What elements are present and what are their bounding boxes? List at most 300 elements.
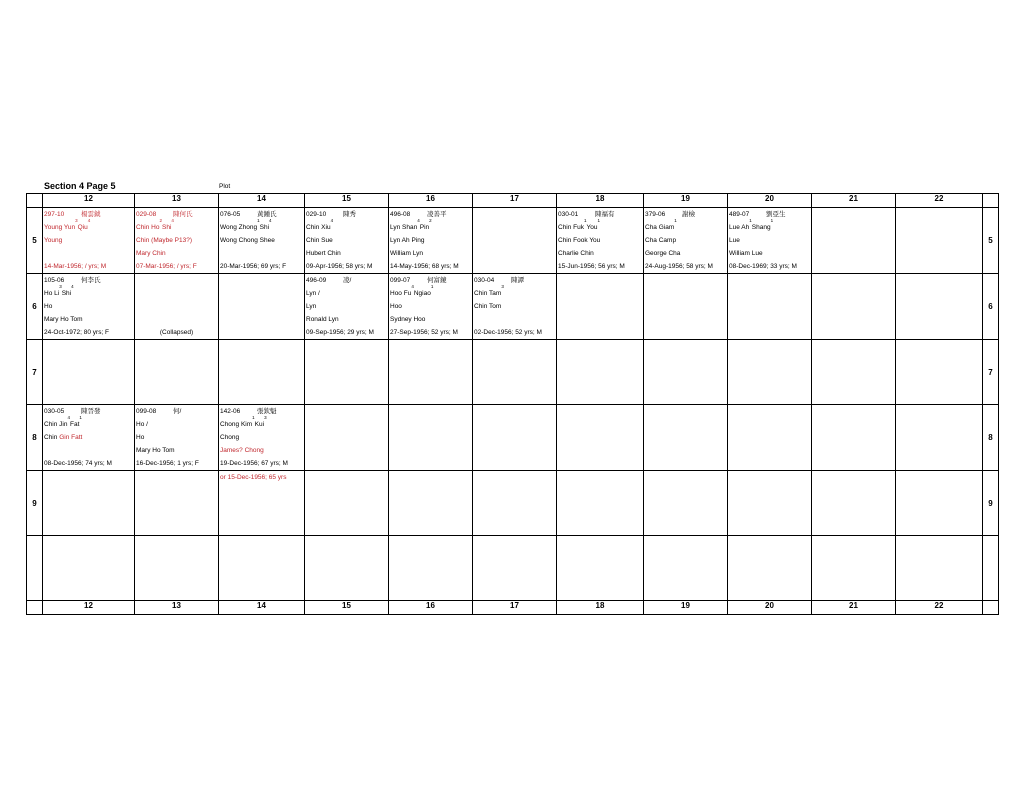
english-name-line	[729, 247, 811, 260]
death-date: 08-Dec-1956; 74 yrs; M	[44, 460, 112, 467]
romanized-name: Ho /	[136, 421, 148, 428]
english-name-line	[136, 247, 218, 260]
chinese-name: 劉亞生	[766, 211, 786, 218]
plot-cell	[644, 208, 728, 274]
row-label-right: 7	[983, 340, 999, 405]
death-date-line	[390, 326, 472, 339]
plot-cell	[644, 405, 728, 471]
surname-line	[474, 300, 556, 313]
plot-number: 029-10	[306, 211, 327, 218]
plot-cell	[812, 208, 896, 274]
plot-cell	[43, 536, 135, 601]
plot-cell	[896, 340, 983, 405]
surname-line	[390, 234, 472, 247]
romanized-name: Young Yun	[44, 224, 76, 231]
tone-mark: 2	[159, 218, 162, 223]
plot-cell	[389, 274, 473, 340]
plot-cell	[305, 340, 389, 405]
english-name: Mary Ho Tom	[44, 316, 83, 323]
romanized-name-line	[44, 284, 134, 300]
plot-cell	[896, 536, 983, 601]
plot-cell	[219, 536, 305, 601]
plot-cell	[557, 208, 644, 274]
tone-mark: 1	[674, 218, 677, 223]
romanized-name-line	[136, 218, 218, 234]
death-date-line	[306, 326, 388, 339]
plot-number: 105-06	[44, 277, 65, 284]
chinese-name: 凌/	[343, 277, 352, 284]
tone-mark: 3	[59, 284, 62, 289]
plot-cell	[473, 274, 557, 340]
column-header: 17	[473, 194, 557, 208]
plot-cell	[896, 274, 983, 340]
romanized-name-part: Pin	[419, 224, 430, 231]
surname: Chong	[220, 434, 240, 441]
plot-cell	[728, 340, 812, 405]
surname: Lyn	[306, 303, 317, 310]
death-date-line	[558, 260, 643, 273]
surname-line	[220, 431, 304, 444]
english-name-line	[306, 247, 388, 260]
plot-number: 297-10	[44, 211, 65, 218]
grave-entry	[728, 208, 811, 273]
death-date: 09-Sep-1956; 29 yrs; M	[306, 329, 374, 336]
row-label-right	[983, 536, 999, 601]
surname-line	[306, 300, 388, 313]
surname: Ho	[136, 434, 145, 441]
plot-cell	[389, 471, 473, 536]
plot-cell	[812, 471, 896, 536]
death-date-line	[220, 457, 304, 470]
tone-mark: 4	[171, 218, 174, 223]
romanized-name: Lyn Shan	[390, 224, 418, 231]
grid-row	[27, 405, 999, 471]
surname-line	[645, 234, 727, 247]
plot-cell	[305, 208, 389, 274]
entry-id-line	[558, 208, 643, 221]
row-label: 8	[27, 405, 43, 471]
surname: Cha Camp	[645, 237, 677, 244]
column-header: 18	[557, 194, 644, 208]
plot-cell	[43, 340, 135, 405]
entry-id-line	[44, 405, 134, 418]
plot-cell	[389, 340, 473, 405]
grave-entry	[43, 274, 134, 339]
plot-cell	[728, 208, 812, 274]
romanized-name-part: Shang	[751, 224, 771, 231]
death-date: 24-Aug-1956; 58 yrs; M	[645, 263, 713, 270]
romanized-name: Chin Xiu	[306, 224, 331, 231]
chinese-name: 陳何氏	[173, 211, 193, 218]
english-name-line	[220, 444, 304, 457]
tone-mark: 4	[417, 218, 420, 223]
plot-number: 030-05	[44, 408, 65, 415]
romanized-name-line	[220, 218, 304, 234]
surname: Chin Fook You	[558, 237, 601, 244]
romanized-name-line	[44, 415, 134, 431]
english-name-line	[44, 444, 134, 457]
plot-cell	[557, 274, 644, 340]
chinese-name: 何李氏	[81, 277, 101, 284]
plot-cell	[219, 208, 305, 274]
plot-number: 076-05	[220, 211, 241, 218]
death-date-line	[645, 260, 727, 273]
english-name: Mary Ho Tom	[136, 447, 175, 454]
row-label-right: 6	[983, 274, 999, 340]
romanized-name: Chin Fuk	[558, 224, 585, 231]
romanized-name: Chin Ho	[136, 224, 160, 231]
plot-cell	[305, 274, 389, 340]
column-header: 14	[219, 194, 305, 208]
plot-cell	[473, 340, 557, 405]
entry-id-line	[220, 405, 304, 418]
plot-number: 029-08	[136, 211, 157, 218]
surname: Wong Chong Shee	[220, 237, 275, 244]
grid-row	[27, 471, 999, 536]
death-date-line	[729, 260, 811, 273]
tone-mark: 3	[75, 218, 78, 223]
grave-entry	[43, 208, 134, 273]
death-date-line	[44, 260, 134, 273]
grid-row	[27, 208, 999, 274]
plot-cell	[557, 471, 644, 536]
plot-cell	[135, 208, 219, 274]
plot-cell	[896, 405, 983, 471]
tone-mark: 4	[71, 284, 74, 289]
column-header-row	[27, 194, 999, 208]
surname-line	[390, 300, 472, 313]
plot-number: 489-07	[729, 211, 750, 218]
grave-entry	[473, 274, 556, 339]
romanized-name-line	[44, 218, 134, 234]
chinese-name: 黃鍾氏	[257, 211, 277, 218]
column-header: 22	[896, 601, 983, 615]
english-name-line	[44, 313, 134, 326]
romanized-name-line	[645, 218, 727, 234]
english-name: James? Chong	[220, 447, 264, 454]
english-name-line	[558, 247, 643, 260]
english-name: George Cha	[645, 250, 681, 257]
plot-cell	[473, 471, 557, 536]
column-header: 16	[389, 194, 473, 208]
tone-mark: 3	[264, 415, 267, 420]
romanized-name-line	[136, 418, 218, 431]
surname: Chin Sue	[306, 237, 333, 244]
grid-row	[27, 274, 999, 340]
corner-cell	[983, 601, 999, 615]
column-header: 14	[219, 601, 305, 615]
plot-cell	[135, 471, 219, 536]
english-name: Hubert Chin	[306, 250, 341, 257]
death-date-line	[474, 326, 556, 339]
entry-id-line	[306, 274, 388, 287]
plot-cell	[896, 471, 983, 536]
grave-entry	[219, 405, 304, 470]
death-date-line	[44, 457, 134, 470]
column-header: 17	[473, 601, 557, 615]
romanized-name-line	[220, 415, 304, 431]
tone-mark: 1	[252, 415, 255, 420]
grave-entry	[389, 208, 472, 273]
column-header: 21	[812, 194, 896, 208]
column-header: 16	[389, 601, 473, 615]
death-date-line	[44, 326, 134, 339]
romanized-name: Lue Ah	[729, 224, 750, 231]
romanized-name: Ho Li	[44, 290, 60, 297]
surname: Young	[44, 237, 63, 244]
romanized-name-part: You	[586, 224, 598, 231]
plot-cell	[305, 536, 389, 601]
death-date: 15-Jun-1956; 56 yrs; M	[558, 263, 625, 270]
entry-id-line	[44, 274, 134, 287]
chinese-name: 楊雲鉞	[81, 211, 101, 218]
plot-cell	[728, 405, 812, 471]
tone-mark: 4	[411, 284, 414, 289]
plot-cell	[305, 471, 389, 536]
romanized-name: Wong Zhong	[220, 224, 258, 231]
plot-cell	[557, 340, 644, 405]
plot-cell	[728, 536, 812, 601]
romanized-name-part: Fat	[70, 421, 80, 428]
corner-cell	[27, 194, 43, 208]
english-name: William Lyn	[390, 250, 423, 257]
romanized-name-line	[306, 218, 388, 234]
tone-mark: 1	[749, 218, 752, 223]
death-date: 19-Dec-1956; 67 yrs; M	[220, 460, 288, 467]
death-date: 07-Mar-1956; / yrs; F	[136, 263, 197, 270]
grid-row	[27, 340, 999, 405]
romanized-name: Lyn /	[306, 290, 320, 297]
tone-mark: 1	[430, 284, 434, 289]
plot-cell	[43, 471, 135, 536]
grave-entry	[135, 208, 218, 273]
grid-row	[27, 536, 999, 601]
surname-line	[44, 431, 134, 444]
plot-cell	[43, 405, 135, 471]
plot-cell	[389, 208, 473, 274]
column-header: 13	[135, 601, 219, 615]
chinese-name: 何富鏡	[427, 277, 447, 284]
tone-mark: 4	[269, 218, 272, 223]
row-label: 6	[27, 274, 43, 340]
tone-mark: 1	[597, 218, 601, 223]
romanized-name-part: Shi	[259, 224, 270, 231]
plot-cell	[135, 274, 219, 340]
tone-mark: 1	[584, 218, 587, 223]
english-name-line	[645, 247, 727, 260]
plot-cell	[389, 536, 473, 601]
surname-line	[136, 234, 218, 247]
plot-cell	[305, 405, 389, 471]
row-label: 5	[27, 208, 43, 274]
english-name: Mary Chin	[136, 250, 166, 257]
death-date: 08-Dec-1969; 33 yrs; M	[729, 263, 797, 270]
corner-cell	[983, 194, 999, 208]
column-header: 21	[812, 601, 896, 615]
row-label: 7	[27, 340, 43, 405]
death-date-line	[390, 260, 472, 273]
plot-number: 099-07	[390, 277, 411, 284]
romanized-name-part: Qiu	[77, 224, 88, 231]
plot-cell	[644, 274, 728, 340]
surname: Chin Tom	[474, 303, 502, 310]
romanized-name-line	[729, 218, 811, 234]
plot-cell	[896, 208, 983, 274]
plot-number: 379-06	[645, 211, 666, 218]
romanized-name-line	[474, 284, 556, 300]
english-name: Sydney Hoo	[390, 316, 426, 323]
surname: Chin (Maybe P13?)	[136, 237, 192, 244]
plot-number: 496-08	[390, 211, 411, 218]
tone-mark: 4	[330, 218, 334, 223]
plot-cell	[389, 405, 473, 471]
row-label-right: 5	[983, 208, 999, 274]
english-name-line	[390, 313, 472, 326]
chinese-name: 凌善平	[427, 211, 447, 218]
grave-entry	[135, 274, 218, 338]
plot-cell	[135, 405, 219, 471]
plot-cell	[812, 340, 896, 405]
surname-line	[44, 300, 134, 313]
row-label-right: 9	[983, 471, 999, 536]
plot-cell	[219, 340, 305, 405]
death-date: 27-Sep-1956; 52 yrs; M	[390, 329, 458, 336]
entry-id-line	[306, 208, 388, 221]
english-name-line	[474, 313, 556, 326]
grave-entry	[135, 405, 218, 470]
plot-number: 030-04	[474, 277, 495, 284]
grave-entry	[389, 274, 472, 339]
column-header: 19	[644, 194, 728, 208]
tone-mark: 2	[429, 218, 432, 223]
collapsed-note: (Collapsed)	[159, 329, 194, 336]
surname-line	[44, 234, 134, 247]
tone-mark: 4	[87, 218, 91, 223]
entry-id-line	[136, 405, 218, 418]
grave-entry	[305, 274, 388, 339]
plot-cell	[812, 405, 896, 471]
surname-line	[136, 431, 218, 444]
surname: Hoo	[390, 303, 402, 310]
plot-cell	[43, 208, 135, 274]
surname: Lue	[729, 237, 740, 244]
death-date-line	[136, 457, 218, 470]
tone-mark: 1	[770, 218, 774, 223]
plot-cell	[557, 405, 644, 471]
english-name-line	[44, 247, 134, 260]
plot-cell	[473, 405, 557, 471]
death-date-line	[306, 260, 388, 273]
column-header: 13	[135, 194, 219, 208]
tone-mark: 1	[257, 218, 260, 223]
death-date: 14-Mar-1956; / yrs; M	[44, 263, 107, 270]
plot-cell	[812, 536, 896, 601]
plot-label: Plot	[219, 183, 231, 190]
grave-entry	[644, 208, 727, 273]
surname-line	[729, 234, 811, 247]
surname-line	[220, 234, 304, 247]
english-name: William Lue	[729, 250, 763, 257]
plot-number: 142-06	[220, 408, 241, 415]
column-header: 15	[305, 601, 389, 615]
surname: Lyn Ah Ping	[390, 237, 425, 244]
romanized-name-part: Ngiao	[413, 290, 431, 297]
plot-cell	[135, 340, 219, 405]
plot-number: 496-09	[306, 277, 327, 284]
row-label	[27, 536, 43, 601]
death-date: 14-May-1956; 68 yrs; M	[390, 263, 459, 270]
entry-id-line	[220, 208, 304, 221]
entry-id-line	[136, 208, 218, 221]
romanized-name-line	[390, 218, 472, 234]
english-name-line	[220, 247, 304, 260]
corner-cell	[27, 601, 43, 615]
death-date: 09-Apr-1956; 58 yrs; M	[306, 263, 373, 270]
romanized-name-line	[306, 287, 388, 300]
chinese-name: 陳譚	[511, 277, 524, 284]
column-header: 20	[728, 194, 812, 208]
column-footer-row	[27, 601, 999, 615]
english-name: Ronald Lyn	[306, 316, 339, 323]
plot-cell	[219, 471, 305, 536]
romanized-name: Hoo Fu	[390, 290, 412, 297]
section-page-title: Section 4 Page 5	[44, 181, 116, 191]
alternate-date-line: or 15-Dec-1956; 65 yrs	[220, 474, 287, 481]
death-date: 24-Oct-1972; 80 yrs; F	[44, 329, 110, 336]
column-header: 15	[305, 194, 389, 208]
romanized-name-line	[558, 218, 643, 234]
romanized-name-part: Shi	[162, 224, 172, 231]
grave-entry	[557, 208, 643, 273]
plot-cell	[473, 208, 557, 274]
plot-cell	[644, 471, 728, 536]
chinese-name: 陳福有	[595, 211, 615, 218]
entry-id-line	[645, 208, 727, 221]
tone-mark: 4	[67, 415, 70, 420]
tone-mark: 1	[79, 415, 82, 420]
romanized-name: Cha Giam	[645, 224, 675, 231]
plot-cell	[728, 274, 812, 340]
death-date-line	[136, 260, 218, 273]
romanized-name-part: Shi	[61, 290, 72, 297]
surname-line	[306, 234, 388, 247]
column-header: 12	[43, 601, 135, 615]
alternate-date-entry	[219, 471, 304, 484]
column-header: 20	[728, 601, 812, 615]
death-date-line	[220, 260, 304, 273]
english-name-line	[136, 444, 218, 457]
plot-cell	[728, 471, 812, 536]
plot-cell	[135, 536, 219, 601]
death-date: 16-Dec-1956; 1 yrs; F	[136, 460, 199, 467]
column-header: 19	[644, 601, 728, 615]
death-date: 20-Mar-1956; 69 yrs; F	[220, 263, 287, 270]
entry-id-line	[729, 208, 811, 221]
row-label-right: 8	[983, 405, 999, 471]
english-name-line	[306, 313, 388, 326]
grave-entry	[305, 208, 388, 273]
surname: Chin	[44, 434, 60, 441]
plot-cell	[219, 405, 305, 471]
plot-cell	[644, 536, 728, 601]
grave-entry	[219, 208, 304, 273]
column-header: 22	[896, 194, 983, 208]
plot-cell	[644, 340, 728, 405]
chinese-name: 陳秀	[343, 211, 356, 218]
chinese-name: 張欽魁	[257, 408, 277, 415]
plot-cell	[43, 274, 135, 340]
plot-cell	[557, 536, 644, 601]
